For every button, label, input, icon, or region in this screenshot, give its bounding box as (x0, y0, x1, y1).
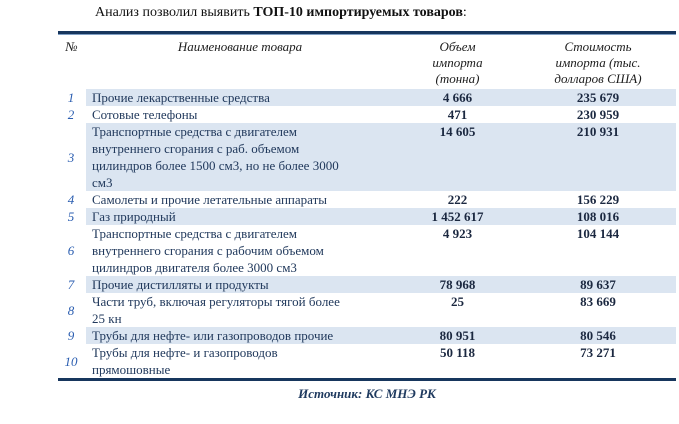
import-volume: 4 666 (395, 89, 520, 106)
table-body (58, 89, 676, 378)
import-value: 108 016 (520, 208, 676, 225)
column-header-volume (395, 35, 520, 89)
import-value: 230 959 (576, 107, 620, 122)
import-volume: 4 923 (442, 226, 473, 241)
title-colon: : (462, 5, 467, 20)
row-number: 10 (58, 344, 85, 378)
import-value: 210 931 (520, 123, 676, 191)
title-bold-text: ТОП-10 импортируемых товаров (253, 5, 463, 20)
column-header-value (520, 35, 676, 89)
top10-imports-table (58, 35, 677, 378)
column-header-volume-text: Объем импорта (тонна) (432, 39, 483, 86)
import-volume: 50 118 (439, 345, 476, 360)
product-name: Трубы для нефте- и газопроводов прямошовные (85, 344, 395, 378)
row-number: 4 (58, 191, 85, 208)
product-name: Транспортные средства с двигателем внутреннего сгорания с рабочим объемом цилиндров двигателя более 3000 см3 (85, 225, 395, 276)
column-header-value-text: Стоимость импорта (тыс. долларов США) (554, 39, 642, 86)
table-header-row (58, 35, 676, 89)
table-row (58, 327, 676, 344)
row-number: 1 (58, 89, 85, 106)
table-row (58, 89, 676, 106)
import-value: 83 669 (580, 294, 616, 309)
column-header-name: Наименование товара (177, 39, 303, 54)
import-volume: 78 968 (395, 276, 520, 293)
import-value: 235 679 (520, 89, 676, 106)
table-row (58, 191, 676, 208)
column-header-number: № (65, 39, 78, 54)
table-row (58, 123, 676, 191)
source-note: Источник: КС МНЭ РК (298, 386, 436, 401)
row-number: 9 (58, 327, 85, 344)
table-bottom-border (58, 378, 676, 381)
row-number: 3 (58, 123, 85, 191)
product-name: Газ природный (85, 208, 395, 225)
import-value: 80 546 (520, 327, 676, 344)
row-number: 2 (58, 106, 85, 123)
product-name: Самолеты и прочие летательные аппараты (85, 191, 395, 208)
row-number: 5 (58, 208, 85, 225)
import-volume: 14 605 (395, 123, 520, 191)
row-number: 7 (58, 276, 85, 293)
table-row (58, 276, 676, 293)
imports-table-container (58, 31, 676, 381)
product-name: Транспортные средства с двигателем внутреннего сгорания с раб. объемом цилиндров более 1500 см3, но не более 3000 см3 (85, 123, 395, 191)
document-page (0, 5, 679, 424)
row-number: 6 (58, 225, 85, 276)
import-value: 89 637 (520, 276, 676, 293)
page-title (95, 5, 679, 21)
import-volume: 222 (447, 192, 468, 207)
table-row (58, 344, 676, 378)
import-value: 73 271 (580, 345, 616, 360)
import-volume: 80 951 (395, 327, 520, 344)
table-row (58, 106, 676, 123)
table-row (58, 225, 676, 276)
product-name: Прочие лекарственные средства (85, 89, 395, 106)
import-volume: 25 (451, 294, 464, 309)
product-name: Прочие дистилляты и продукты (85, 276, 395, 293)
import-value: 104 144 (576, 226, 620, 241)
table-row (58, 208, 676, 225)
product-name: Сотовые телефоны (85, 106, 395, 123)
table-row (58, 293, 676, 327)
import-volume: 1 452 617 (395, 208, 520, 225)
product-name: Трубы для нефте- или газопроводов прочие (85, 327, 395, 344)
title-regular-text: Анализ позволил выявить (95, 5, 254, 20)
product-name: Части труб, включая регуляторы тягой более 25 кн (85, 293, 395, 327)
row-number: 8 (58, 293, 85, 327)
import-value: 156 229 (576, 192, 620, 207)
import-volume: 471 (447, 107, 468, 122)
